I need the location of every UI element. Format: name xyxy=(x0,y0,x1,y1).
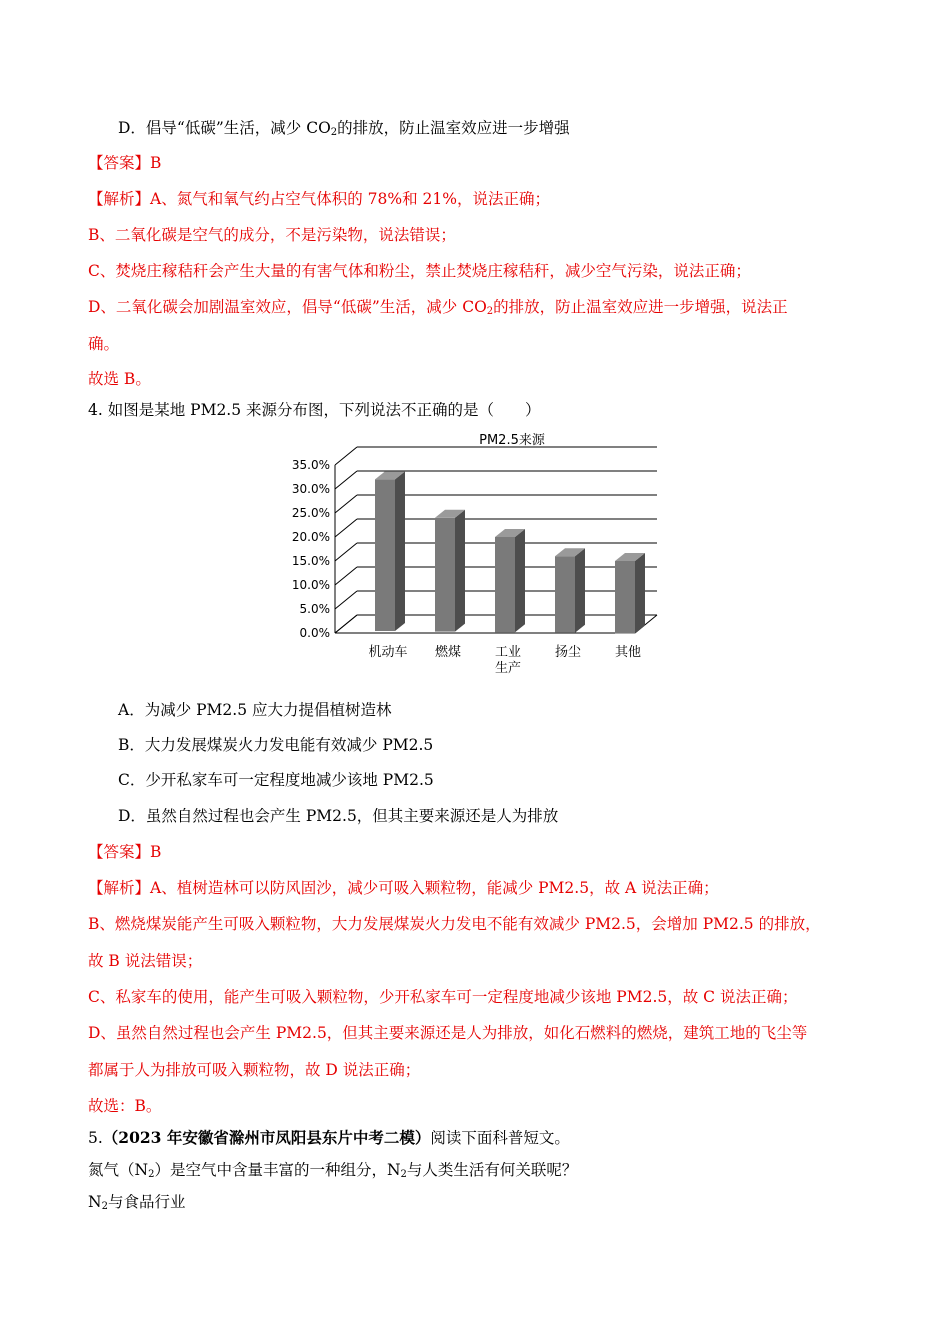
grid-diagonal xyxy=(335,543,357,561)
y-tick-label: 5.0% xyxy=(299,602,330,616)
bar xyxy=(495,529,525,632)
y-tick-label: 35.0% xyxy=(291,458,330,472)
grid-diagonal xyxy=(335,615,357,633)
y-tick-label: 20.0% xyxy=(291,530,330,544)
grid-diagonal xyxy=(335,591,357,609)
x-tick-label: 扬尘 xyxy=(554,645,582,660)
chart-x-labels xyxy=(368,644,641,676)
pm25-source-chart xyxy=(280,428,670,680)
q3-analysis-4: D、二氧化碳会加剧温室效应，倡导“低碳”生活，减少 $CO_2$的排放，防止温室效应进一步增强，说法正 xyxy=(88,298,788,317)
y-tick-label: 10.0% xyxy=(291,578,330,592)
y-tick-label: 25.0% xyxy=(291,506,330,520)
q4-option-b: B．大力发展煤炭火力发电能有效减少 PM2.5 xyxy=(118,736,434,754)
y-tick-label: 30.0% xyxy=(291,482,330,496)
q5-heading: 5.（2023 年安徽省滁州市凤阳县东片中考二模）阅读下面科普短文。 xyxy=(88,1128,570,1147)
q3-analysis-2: B、二氧化碳是空气的成分，不是污染物，说法错误； xyxy=(88,226,456,244)
bar-side xyxy=(395,471,405,631)
q4-option-c: C．少开私家车可一定程度地减少该地 PM2.5 xyxy=(118,771,434,789)
q3-analysis-1: 【解析】A、氮气和氧气约占空气体积的 78%和 21%，说法正确； xyxy=(88,190,550,208)
y-tick-label: 15.0% xyxy=(291,554,330,568)
bar xyxy=(435,510,465,632)
bar-front xyxy=(435,518,455,632)
q4-analysis-3: 故 B 说法错误； xyxy=(88,952,203,970)
q3-conclusion: 故选 B。 xyxy=(88,370,151,388)
grid-diagonal xyxy=(335,471,357,489)
q4-analysis-6: 都属于人为排放可吸入颗粒物，故 D 说法正确； xyxy=(88,1061,421,1079)
q3-option-d: D．倡导“低碳”生活，减少 $CO_2$的排放，防止温室效应进一步增强 xyxy=(118,119,570,138)
grid-diagonal xyxy=(335,519,357,537)
q4-answer: 【答案】B xyxy=(88,843,162,861)
q4-analysis-2: B、燃烧煤炭能产生可吸入颗粒物，大力发展煤炭火力发电不能有效减少 PM2.5，会增加 PM2.5 的排放， xyxy=(88,915,821,933)
grid-diagonal xyxy=(335,447,357,465)
bar-side xyxy=(455,510,465,632)
bar-side xyxy=(575,548,585,633)
q3-analysis-3: C、焚烧庄稼秸秆会产生大量的有害气体和粉尘，禁止焚烧庄稼秸秆，减少空气污染，说法正确； xyxy=(88,262,751,280)
q3-analysis-5: 确。 xyxy=(88,335,120,353)
bar xyxy=(615,553,645,633)
q4-analysis-1: 【解析】A、植树造林可以防风固沙，减少可吸入颗粒物，能减少 PM2.5，故 A 说法正确； xyxy=(88,879,719,897)
x-tick-label: 工业 xyxy=(494,645,522,660)
bar-front xyxy=(615,561,635,633)
q4-option-d: D．虽然自然过程也会产生 PM2.5，但其主要来源还是人为排放 xyxy=(118,807,559,825)
bar xyxy=(375,471,405,631)
x-tick-label: 燃煤 xyxy=(434,645,462,660)
x-tick-label: 其他 xyxy=(614,645,642,660)
y-tick-label: 0.0% xyxy=(299,626,330,640)
q4-analysis-4: C、私家车的使用，能产生可吸入颗粒物，少开私家车可一定程度地减少该地 PM2.5，故 C 说法正确； xyxy=(88,988,798,1006)
bar-front xyxy=(375,479,395,631)
x-tick-label: 机动车 xyxy=(368,645,408,660)
grid-diagonal xyxy=(335,567,357,585)
bar-front xyxy=(495,537,515,632)
bar-front xyxy=(555,556,575,633)
x-tick-label: 生产 xyxy=(494,661,522,676)
chart-y-ticks xyxy=(292,458,330,640)
bar xyxy=(555,548,585,633)
q4-option-a: A．为减少 PM2.5 应大力提倡植树造林 xyxy=(118,701,392,719)
chart-bars xyxy=(375,471,645,633)
q3-answer: 【答案】B xyxy=(88,154,162,172)
grid-diagonal xyxy=(335,495,357,513)
q5-line-2: $N_2$与食品行业 xyxy=(88,1193,186,1212)
q4-analysis-5: D、虽然自然过程也会产生 PM2.5，但其主要来源还是人为排放，如化石燃料的燃烧，建筑工地的飞尘等 xyxy=(88,1024,808,1042)
q4-stem: 4. 如图是某地 PM2.5 来源分布图，下列说法不正确的是（ ） xyxy=(88,401,541,419)
bar-side xyxy=(635,553,645,633)
bar-side xyxy=(515,529,525,632)
chart-title: PM2.5来源 xyxy=(479,433,545,448)
q4-conclusion: 故选：B。 xyxy=(88,1097,162,1115)
q5-line-1: 氮气$(N_2)$是空气中含量丰富的一种组分，$N_2$与人类生活有何关联呢？ xyxy=(88,1161,578,1180)
